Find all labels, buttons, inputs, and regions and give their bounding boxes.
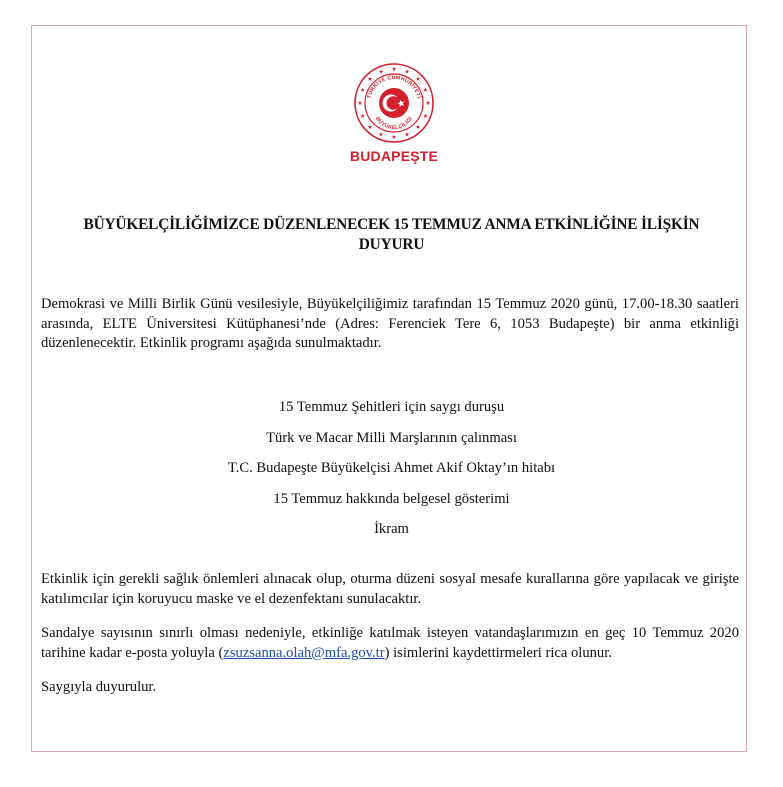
title-line-2: DUYURU <box>358 236 425 253</box>
seal-star-icon <box>392 67 396 71</box>
registration-text-before: Sandalye sayısının sınırlı olması nedeniyle, etkinliğe katılmak isteyen vatandaşlarımızın en geç 10 Temmuz 2020 tarihine kadar e-posta yoluyla ( <box>41 625 739 661</box>
email-link[interactable]: zsuzsanna.olah@mfa.gov.tr <box>223 644 385 661</box>
seal-star-icon <box>423 88 427 92</box>
seal-star-icon <box>423 114 427 118</box>
seal-star-icon <box>379 69 383 73</box>
title-line-1: BÜYÜKELÇİLİĞİMİZCE DÜZENLENECEK 15 TEMMUZ ANMA ETKİNLİĞİNE İLİŞKİN <box>83 216 700 233</box>
registration-text-after: ) isimlerini kaydettirmeleri rica olunur. <box>384 644 612 661</box>
health-notice-paragraph: Etkinlik için gerekli sağlık önlemleri alınacak olup, oturma düzeni sosyal mesafe kurallarına göre yapılacak ve girişte katılımcılar için koruyucu maske ve el dezenfektanı sunulacaktır. <box>41 571 739 607</box>
seal-star-icon <box>405 132 409 136</box>
closing-paragraph: Saygıyla duyurulur. <box>41 679 157 695</box>
embassy-logo <box>346 60 442 170</box>
seal-star-icon <box>416 77 420 81</box>
logo-city-label: BUDAPEŞTE <box>349 148 439 164</box>
seal-star-icon <box>368 77 372 81</box>
seal-star-icon <box>392 135 396 139</box>
seal-star-icon <box>405 69 409 73</box>
seal-text-top: TÜRKİYE CUMHURİYETİ <box>366 74 422 100</box>
seal-star-icon <box>426 101 430 105</box>
program-item: 15 Temmuz Şehitleri için saygı duruşu <box>278 399 505 415</box>
program-item: 15 Temmuz hakkında belgesel gösterimi <box>273 490 510 507</box>
seal-star-icon <box>358 101 362 105</box>
program-item: Türk ve Macar Milli Marşlarının çalınması <box>266 429 517 446</box>
seal-star-icon <box>379 132 383 136</box>
intro-paragraph: Demokrasi ve Milli Birlik Günü vesilesiyle, Büyükelçiliğimiz tarafından 15 Temmuz 2020 günü, 17.00-18.30 saatleri arasında, ELTE Üniversitesi Kütüphanesi’nde (Adres: Ferenciek Tere 6, 1053 Budapeşte) bir anma etkinliği düzenlenecektir. Etkinlik programı aşağıda sunulmaktadır. <box>41 296 739 351</box>
seal-star-icon <box>416 125 420 129</box>
program-item: İkram <box>374 521 409 537</box>
seal-text-bottom: BÜYÜKELÇİLİĞİ <box>373 115 415 132</box>
seal-star-icon <box>360 114 364 118</box>
registration-paragraph <box>41 624 739 663</box>
seal-star-icon <box>360 88 364 92</box>
embassy-seal-icon <box>346 60 442 146</box>
seal-star-icon <box>368 125 372 129</box>
announcement-title <box>40 215 743 255</box>
program-list <box>40 397 743 550</box>
program-item: T.C. Budapeşte Büyükelçisi Ahmet Akif Oktay’ın hitabı <box>227 460 556 476</box>
